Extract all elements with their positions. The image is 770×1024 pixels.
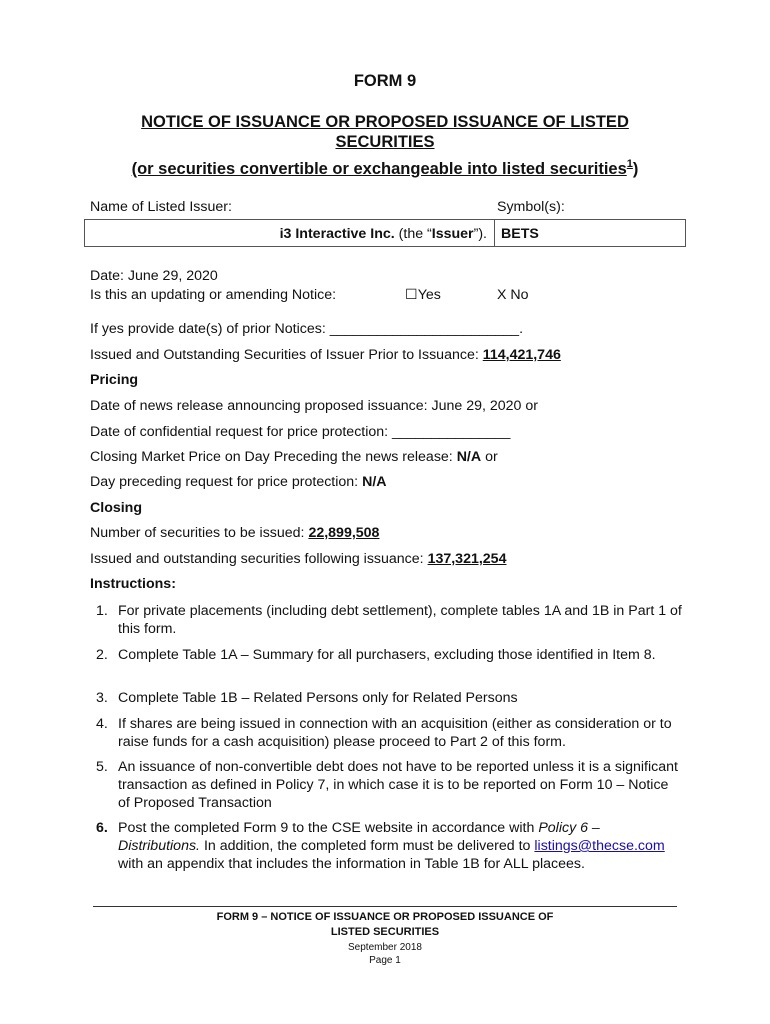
notice-date: Date: June 29, 2020 bbox=[90, 268, 218, 284]
news-release-date: Date of news release announcing proposed issuance: June 29, 2020 or bbox=[90, 398, 539, 414]
instruction-number: 3. bbox=[96, 690, 108, 706]
confidential-request-date: Date of confidential request for price protection: _______________ bbox=[90, 424, 511, 440]
listings-email-link[interactable]: listings@thecse.com bbox=[534, 838, 665, 854]
instruction-number: 6. bbox=[96, 820, 108, 836]
amend-no-option: X No bbox=[497, 287, 529, 303]
instruction-text: An issuance of non-convertible debt does not have to be reported unless it is a significant transaction as defined in Policy 7, in which case it is to be reported on Form 10 – Notice of Proposed Transaction bbox=[118, 759, 678, 811]
outstanding-prior-label: Issued and Outstanding Securities of Issuer Prior to Issuance: bbox=[90, 347, 483, 363]
securities-to-be-issued-value: 22,899,508 bbox=[308, 525, 380, 541]
amend-yes-checkbox[interactable]: ☐Yes bbox=[405, 287, 441, 303]
day-preceding-value: N/A bbox=[362, 474, 387, 490]
footer-date: September 2018 bbox=[348, 942, 422, 953]
issuer-suffix-open: (the “ bbox=[394, 226, 432, 242]
closing-market-price-label: Closing Market Price on Day Preceding the news release: bbox=[90, 449, 457, 465]
instruction-text: Complete Table 1A – Summary for all purchasers, excluding those identified in Item 8. bbox=[118, 647, 656, 663]
footer-rule bbox=[93, 906, 677, 907]
securities-to-be-issued bbox=[90, 525, 379, 541]
item6-part1: Post the completed Form 9 to the CSE website in accordance with bbox=[118, 820, 539, 836]
issuer-name-label: Name of Listed Issuer: bbox=[90, 199, 232, 215]
issuer-name: i3 Interactive Inc. bbox=[279, 226, 395, 242]
closing-market-price-suffix: or bbox=[481, 449, 498, 465]
instruction-number: 1. bbox=[96, 603, 108, 619]
closing-market-price bbox=[90, 449, 498, 465]
instruction-text: For private placements (including debt settlement), complete tables 1A and 1B in Part 1 of this form. bbox=[118, 603, 682, 637]
outstanding-following bbox=[90, 551, 506, 567]
symbol-label: Symbol(s): bbox=[497, 199, 565, 215]
footer-title-line-1: FORM 9 – NOTICE OF ISSUANCE OR PROPOSED ISSUANCE OF bbox=[216, 911, 554, 923]
pricing-heading: Pricing bbox=[90, 372, 139, 388]
issuer-suffix-close: ”). bbox=[473, 226, 487, 242]
issuer-box bbox=[84, 219, 686, 247]
instruction-text: Complete Table 1B – Related Persons only for Related Persons bbox=[118, 690, 518, 706]
day-preceding-label: Day preceding request for price protection: bbox=[90, 474, 363, 490]
outstanding-prior-value: 114,421,746 bbox=[482, 347, 561, 363]
closing-market-price-value: N/A bbox=[456, 449, 482, 465]
instruction-number: 4. bbox=[96, 716, 108, 732]
issuer-name-value bbox=[280, 226, 487, 242]
heading-line-1: NOTICE OF ISSUANCE OR PROPOSED ISSUANCE OF LISTED bbox=[141, 113, 629, 131]
heading-line-3-text: (or securities convertible or exchangeable into listed securities bbox=[131, 160, 627, 178]
footer-page-number: Page 1 bbox=[369, 955, 401, 966]
policy-reference: Policy 6 – Distributions. bbox=[118, 820, 600, 854]
heading-line-3-close: ) bbox=[632, 160, 639, 178]
instructions-heading: Instructions: bbox=[90, 576, 176, 592]
footnote-marker: 1 bbox=[626, 158, 633, 170]
instruction-text: If shares are being issued in connection with an acquisition (either as consideration or to raise funds for a cash acquisition) please proceed to Part 2 of this form. bbox=[118, 716, 672, 750]
outstanding-following-label: Issued and outstanding securities following issuance: bbox=[90, 551, 428, 567]
prior-notices-line: If yes provide date(s) of prior Notices: ________________________. bbox=[90, 321, 524, 337]
instruction-number: 5. bbox=[96, 759, 108, 775]
form-title: FORM 9 bbox=[353, 72, 417, 90]
issuer-defined-term: Issuer bbox=[431, 226, 474, 242]
outstanding-following-value: 137,321,254 bbox=[427, 551, 507, 567]
symbol-value: BETS bbox=[501, 226, 539, 242]
instruction-text bbox=[118, 819, 684, 873]
outstanding-prior bbox=[90, 347, 561, 363]
heading-line-2: SECURITIES bbox=[335, 133, 435, 151]
heading-line-3 bbox=[0, 158, 770, 179]
item6-part3: with an appendix that includes the information in Table 1B for ALL placees. bbox=[118, 856, 585, 872]
item6-part2: In addition, the completed form must be delivered to bbox=[200, 838, 535, 854]
day-preceding-request bbox=[90, 474, 387, 490]
closing-heading: Closing bbox=[90, 500, 143, 516]
securities-to-be-issued-label: Number of securities to be issued: bbox=[90, 525, 309, 541]
instruction-number: 2. bbox=[96, 647, 108, 663]
footer-title-line-2: LISTED SECURITIES bbox=[330, 926, 440, 938]
issuer-box-divider bbox=[494, 220, 495, 246]
amend-question: Is this an updating or amending Notice: bbox=[90, 287, 337, 303]
